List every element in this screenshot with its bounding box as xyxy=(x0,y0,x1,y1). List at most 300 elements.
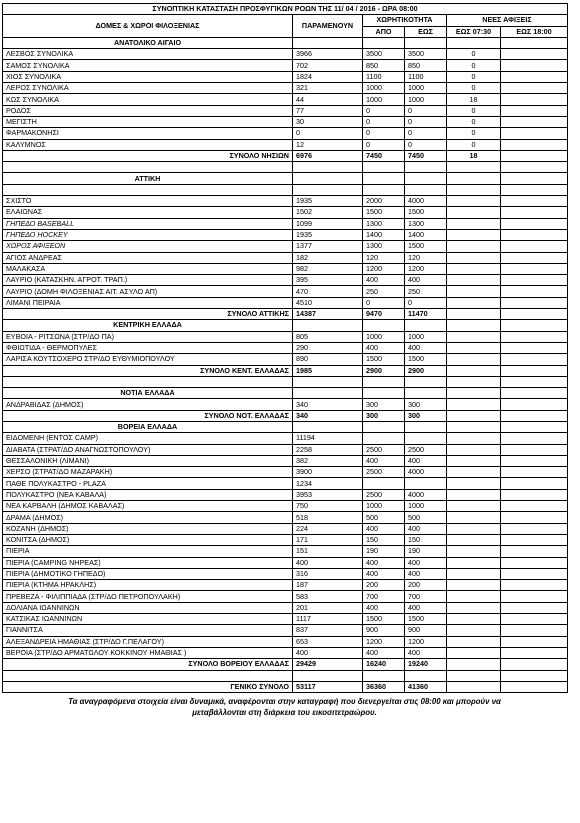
structure-name: ΚΑΛΥΜΝΟΣ xyxy=(3,139,293,150)
capacity-to-value: 1500 xyxy=(405,614,447,625)
residing-value: 53117 xyxy=(293,681,363,692)
residing-value: 12 xyxy=(293,139,363,150)
arrivals-1800-header: ΕΩΣ 18:00 xyxy=(501,26,568,37)
capacity-to-value: 500 xyxy=(405,512,447,523)
table-row xyxy=(3,433,568,444)
arrivals-1800-value xyxy=(501,241,568,252)
arrivals-1800-value xyxy=(501,444,568,455)
arrivals-1800-value xyxy=(501,286,568,297)
capacity-to-value: 400 xyxy=(405,647,447,658)
capacity-to-value: 19240 xyxy=(405,659,447,670)
arrivals-1800-value xyxy=(501,681,568,692)
arrivals-1800-value xyxy=(501,207,568,218)
empty-cell xyxy=(3,184,293,195)
summary-table xyxy=(2,3,568,693)
capacity-to-value: 11470 xyxy=(405,309,447,320)
empty-cell xyxy=(293,173,363,184)
empty-cell xyxy=(293,376,363,387)
structure-name: ΘΕΣΣΑΛΟΝΙΚΗ (ΛΙΜΑΝΙ) xyxy=(3,455,293,466)
residing-value: 201 xyxy=(293,602,363,613)
capacity-to-value: 250 xyxy=(405,286,447,297)
arrivals-1800-value xyxy=(501,128,568,139)
table-row xyxy=(3,625,568,636)
arrivals-0730-value xyxy=(447,512,501,523)
capacity-to-value: 400 xyxy=(405,568,447,579)
table-row xyxy=(3,636,568,647)
table-row xyxy=(3,229,568,240)
arrivals-0730-value xyxy=(447,433,501,444)
arrivals-0730-value xyxy=(447,681,501,692)
arrivals-1800-value xyxy=(501,342,568,353)
arrivals-0730-value xyxy=(447,286,501,297)
capacity-to-value: 1200 xyxy=(405,636,447,647)
arrivals-0730-value xyxy=(447,444,501,455)
residing-value: 400 xyxy=(293,647,363,658)
table-row xyxy=(3,568,568,579)
residing-value: 6976 xyxy=(293,150,363,161)
footnote-line-2: μεταβάλλονται στη διάρκεια του εικοσιτετραώρου. xyxy=(192,708,377,718)
empty-cell xyxy=(3,376,293,387)
residing-value: 30 xyxy=(293,116,363,127)
table-row xyxy=(3,647,568,658)
arrivals-1800-value xyxy=(501,60,568,71)
capacity-from-value: 300 xyxy=(363,399,405,410)
table-row xyxy=(3,286,568,297)
total-label: ΣΥΝΟΛΟ ΑΤΤΙΚΗΣ xyxy=(3,309,293,320)
residing-value: 1935 xyxy=(293,196,363,207)
capacity-from-header: ΑΠΟ xyxy=(363,26,405,37)
structure-name: ΛΕΣΒΟΣ ΣΥΝΟΛΙΚΑ xyxy=(3,49,293,60)
structure-name: ΣΑΜΟΣ ΣΥΝΟΛΙΚΑ xyxy=(3,60,293,71)
residing-value: 3966 xyxy=(293,49,363,60)
residing-value: 1117 xyxy=(293,614,363,625)
capacity-to-value: 400 xyxy=(405,602,447,613)
arrivals-1800-value xyxy=(501,489,568,500)
capacity-from-value: 900 xyxy=(363,625,405,636)
empty-cell xyxy=(293,670,363,681)
arrivals-0730-value: 0 xyxy=(447,83,501,94)
empty-cell xyxy=(363,670,405,681)
capacity-from-value: 2900 xyxy=(363,365,405,376)
capacity-from-value: 400 xyxy=(363,275,405,286)
capacity-from-value: 16240 xyxy=(363,659,405,670)
arrivals-0730-value xyxy=(447,354,501,365)
arrivals-1800-value xyxy=(501,501,568,512)
section-header-row xyxy=(3,421,568,432)
capacity-from-value: 850 xyxy=(363,60,405,71)
arrivals-1800-value xyxy=(501,523,568,534)
arrivals-0730-value: 0 xyxy=(447,60,501,71)
residing-value: 321 xyxy=(293,83,363,94)
table-row xyxy=(3,207,568,218)
arrivals-0730-value xyxy=(447,489,501,500)
structure-name: ΜΑΛΑΚΑΣΑ xyxy=(3,263,293,274)
capacity-from-value: 3500 xyxy=(363,49,405,60)
capacity-to-value: 0 xyxy=(405,297,447,308)
table-row xyxy=(3,49,568,60)
residing-value: 837 xyxy=(293,625,363,636)
capacity-to-value: 1300 xyxy=(405,218,447,229)
capacity-from-value: 1000 xyxy=(363,501,405,512)
structure-name: ΠΙΕΡΙΑ (ΔΗΜΟΤΙΚΟ ΓΗΠΕΔΟ) xyxy=(3,568,293,579)
empty-cell xyxy=(363,173,405,184)
structure-name: ΛΕΡΟΣ ΣΥΝΟΛΙΚΑ xyxy=(3,83,293,94)
empty-cell xyxy=(3,162,293,173)
empty-cell xyxy=(405,37,447,48)
capacity-from-value: 9470 xyxy=(363,309,405,320)
arrivals-0730-value xyxy=(447,614,501,625)
capacity-to-value: 1000 xyxy=(405,83,447,94)
arrivals-0730-value xyxy=(447,342,501,353)
capacity-from-value xyxy=(363,478,405,489)
residing-value: 3953 xyxy=(293,489,363,500)
capacity-from-value: 150 xyxy=(363,534,405,545)
table-row xyxy=(3,275,568,286)
structure-name: ΦΘΙΩΤΙΔΑ - ΘΕΡΜΟΠΥΛΕΣ xyxy=(3,342,293,353)
arrivals-1800-value xyxy=(501,455,568,466)
arrivals-0730-value: 0 xyxy=(447,105,501,116)
residing-header: ΠΑΡΑΜΕΝΟΥΝ xyxy=(293,15,363,38)
arrivals-1800-value xyxy=(501,636,568,647)
structure-name: ΠΙΕΡΙΑ xyxy=(3,546,293,557)
residing-value: 518 xyxy=(293,512,363,523)
capacity-from-value: 1000 xyxy=(363,94,405,105)
capacity-to-value: 0 xyxy=(405,116,447,127)
structure-name: ΕΛΑΙΩΝΑΣ xyxy=(3,207,293,218)
arrivals-0730-value xyxy=(447,467,501,478)
empty-cell xyxy=(363,184,405,195)
capacity-to-value: 4000 xyxy=(405,196,447,207)
arrivals-0730-value xyxy=(447,478,501,489)
section-header-row xyxy=(3,37,568,48)
capacity-to-value: 150 xyxy=(405,534,447,545)
capacity-from-value: 1000 xyxy=(363,83,405,94)
capacity-from-value: 1500 xyxy=(363,207,405,218)
empty-cell xyxy=(447,173,501,184)
empty-cell xyxy=(293,162,363,173)
total-row xyxy=(3,659,568,670)
title-row xyxy=(3,4,568,15)
empty-cell xyxy=(501,162,568,173)
empty-cell xyxy=(405,162,447,173)
empty-cell xyxy=(405,184,447,195)
residing-value: 1502 xyxy=(293,207,363,218)
empty-cell xyxy=(405,421,447,432)
empty-cell xyxy=(363,376,405,387)
total-row xyxy=(3,150,568,161)
table-row xyxy=(3,534,568,545)
capacity-to-value: 1200 xyxy=(405,263,447,274)
capacity-to-value: 4000 xyxy=(405,467,447,478)
capacity-to-value: 850 xyxy=(405,60,447,71)
capacity-to-value: 200 xyxy=(405,580,447,591)
structure-name: ΔΟΛΙΑΝΑ ΙΩΑΝΝΙΝΩΝ xyxy=(3,602,293,613)
structure-name: ΓΙΑΝΝΙΤΣΑ xyxy=(3,625,293,636)
table-row xyxy=(3,489,568,500)
residing-value: 44 xyxy=(293,94,363,105)
residing-value: 1234 xyxy=(293,478,363,489)
capacity-from-value: 400 xyxy=(363,342,405,353)
table-row xyxy=(3,354,568,365)
refugee-flows-report xyxy=(2,3,567,718)
total-row xyxy=(3,365,568,376)
empty-cell xyxy=(447,376,501,387)
residing-value: 340 xyxy=(293,410,363,421)
residing-value: 151 xyxy=(293,546,363,557)
arrivals-0730-value xyxy=(447,399,501,410)
arrivals-1800-value xyxy=(501,647,568,658)
arrivals-1800-value xyxy=(501,591,568,602)
table-row xyxy=(3,71,568,82)
arrivals-1800-value xyxy=(501,263,568,274)
arrivals-0730-value xyxy=(447,297,501,308)
residing-value: 750 xyxy=(293,501,363,512)
capacity-from-value: 1500 xyxy=(363,614,405,625)
residing-value: 470 xyxy=(293,286,363,297)
arrivals-0730-value: 18 xyxy=(447,94,501,105)
residing-value: 29429 xyxy=(293,659,363,670)
arrivals-0730-value xyxy=(447,568,501,579)
structure-name: ΚΑΤΣΙΚΑΣ ΙΩΑΝΝΙΝΩΝ xyxy=(3,614,293,625)
residing-value: 805 xyxy=(293,331,363,342)
arrivals-0730-value: 0 xyxy=(447,116,501,127)
arrivals-0730-value: 0 xyxy=(447,49,501,60)
capacity-to-value: 2500 xyxy=(405,444,447,455)
empty-cell xyxy=(405,320,447,331)
residing-value: 11194 xyxy=(293,433,363,444)
arrivals-1800-value xyxy=(501,252,568,263)
residing-value: 583 xyxy=(293,591,363,602)
capacity-from-value: 200 xyxy=(363,580,405,591)
empty-cell xyxy=(501,173,568,184)
arrivals-1800-value xyxy=(501,580,568,591)
total-label: ΣΥΝΟΛΟ ΚΕΝΤ. ΕΛΛΑΔΑΣ xyxy=(3,365,293,376)
capacity-to-value: 300 xyxy=(405,399,447,410)
arrivals-1800-value xyxy=(501,150,568,161)
capacity-from-value: 0 xyxy=(363,139,405,150)
arrivals-1800-value xyxy=(501,218,568,229)
empty-cell xyxy=(447,184,501,195)
residing-value: 224 xyxy=(293,523,363,534)
structure-name: ΛΑΥΡΙΟ (ΚΑΤΑΣΚΗΝ. ΑΓΡΟΤ. ΤΡΑΠ.) xyxy=(3,275,293,286)
arrivals-1800-value xyxy=(501,116,568,127)
table-row xyxy=(3,263,568,274)
table-row xyxy=(3,399,568,410)
residing-value: 400 xyxy=(293,557,363,568)
arrivals-0730-value xyxy=(447,591,501,602)
new-arrivals-header: ΝΕΕΣ ΑΦΙΞΕΙΣ xyxy=(447,15,568,26)
capacity-from-value: 400 xyxy=(363,647,405,658)
capacity-from-value: 400 xyxy=(363,523,405,534)
residing-value: 3900 xyxy=(293,467,363,478)
total-row xyxy=(3,681,568,692)
arrivals-1800-value xyxy=(501,568,568,579)
table-row xyxy=(3,252,568,263)
empty-cell xyxy=(363,320,405,331)
arrivals-1800-value xyxy=(501,94,568,105)
capacity-from-value: 2500 xyxy=(363,444,405,455)
capacity-from-value: 7450 xyxy=(363,150,405,161)
table-row xyxy=(3,523,568,534)
capacity-from-value: 700 xyxy=(363,591,405,602)
capacity-to-value: 3500 xyxy=(405,49,447,60)
capacity-to-value xyxy=(405,478,447,489)
arrivals-0730-value xyxy=(447,602,501,613)
arrivals-1800-value xyxy=(501,659,568,670)
arrivals-0730-value: 0 xyxy=(447,128,501,139)
table-row xyxy=(3,591,568,602)
section-header-row xyxy=(3,320,568,331)
capacity-from-value: 0 xyxy=(363,128,405,139)
capacity-from-value: 0 xyxy=(363,297,405,308)
arrivals-0730-value xyxy=(447,557,501,568)
arrivals-1800-value xyxy=(501,105,568,116)
total-label: ΣΥΝΟΛΟ ΒΟΡΕΙΟΥ ΕΛΛΑΔΑΣ xyxy=(3,659,293,670)
table-row xyxy=(3,218,568,229)
table-row xyxy=(3,83,568,94)
structure-name: ΑΓΙΟΣ ΑΝΔΡΕΑΣ xyxy=(3,252,293,263)
arrivals-1800-value xyxy=(501,614,568,625)
arrivals-0730-value xyxy=(447,196,501,207)
capacity-from-value: 400 xyxy=(363,557,405,568)
empty-cell xyxy=(363,37,405,48)
capacity-from-value: 36360 xyxy=(363,681,405,692)
blank-row xyxy=(3,376,568,387)
empty-cell xyxy=(293,184,363,195)
capacity-to-header: ΕΩΣ xyxy=(405,26,447,37)
structure-name: ΚΟΖΑΝΗ (ΔΗΜΟΣ) xyxy=(3,523,293,534)
arrivals-1800-value xyxy=(501,354,568,365)
empty-cell xyxy=(447,421,501,432)
structure-name: ΛΑΥΡΙΟ (ΔΟΜΗ ΦΙΛΟΞΕΝΙΑΣ ΑΙΤ. ΑΣΥΛΟ ΑΠ) xyxy=(3,286,293,297)
capacity-to-value: 4000 xyxy=(405,489,447,500)
structure-name: ΒΕΡΟΙΑ (ΣΤΡ/ΔΟ ΑΡΜΑΤΩΛΟΥ ΚΟΚΚΙΝΟΥ ΗΜΑΘΙΑΣ ) xyxy=(3,647,293,658)
table-row xyxy=(3,196,568,207)
residing-value: 1985 xyxy=(293,365,363,376)
empty-cell xyxy=(405,670,447,681)
residing-value: 290 xyxy=(293,342,363,353)
structure-name: ΕΥΒΟΙΑ - ΡΙΤΣΩΝΑ (ΣΤΡ/ΔΟ ΠΑ) xyxy=(3,331,293,342)
empty-cell xyxy=(293,37,363,48)
arrivals-0730-value xyxy=(447,309,501,320)
capacity-from-value: 1000 xyxy=(363,331,405,342)
empty-cell xyxy=(447,388,501,399)
arrivals-1800-value xyxy=(501,534,568,545)
structure-name: ΑΝΔΡΑΒΙΔΑΣ (ΔΗΜΟΣ) xyxy=(3,399,293,410)
table-row xyxy=(3,512,568,523)
capacity-from-value xyxy=(363,433,405,444)
residing-value: 653 xyxy=(293,636,363,647)
structure-name: ΠΙΕΡΙΑ (CAMPING ΝΗΡΕΑΣ) xyxy=(3,557,293,568)
capacity-from-value: 0 xyxy=(363,105,405,116)
structure-name: ΜΕΓΙΣΤΗ xyxy=(3,116,293,127)
arrivals-0730-value: 0 xyxy=(447,139,501,150)
capacity-from-value: 1200 xyxy=(363,263,405,274)
empty-cell xyxy=(447,37,501,48)
residing-value: 316 xyxy=(293,568,363,579)
residing-value: 187 xyxy=(293,580,363,591)
arrivals-0730-header: ΕΩΣ 07:30 xyxy=(447,26,501,37)
capacity-to-value: 700 xyxy=(405,591,447,602)
table-row xyxy=(3,455,568,466)
capacity-to-value: 1500 xyxy=(405,207,447,218)
arrivals-1800-value xyxy=(501,512,568,523)
arrivals-0730-value xyxy=(447,263,501,274)
residing-value: 2258 xyxy=(293,444,363,455)
table-row xyxy=(3,501,568,512)
residing-value: 1377 xyxy=(293,241,363,252)
total-label: ΣΥΝΟΛΟ ΝΟΤ. ΕΛΛΑΔΑΣ xyxy=(3,410,293,421)
arrivals-1800-value xyxy=(501,399,568,410)
total-row xyxy=(3,309,568,320)
capacity-to-value: 0 xyxy=(405,139,447,150)
structure-name: ΧΙΟΣ ΣΥΝΟΛΙΚΑ xyxy=(3,71,293,82)
capacity-from-value: 1100 xyxy=(363,71,405,82)
residing-value: 14387 xyxy=(293,309,363,320)
empty-cell xyxy=(363,421,405,432)
residing-value: 340 xyxy=(293,399,363,410)
capacity-to-value xyxy=(405,433,447,444)
empty-cell xyxy=(405,388,447,399)
table-row xyxy=(3,60,568,71)
capacity-to-value: 1000 xyxy=(405,94,447,105)
structure-name: ΚΟΝΙΤΣΑ (ΔΗΜΟΣ) xyxy=(3,534,293,545)
capacity-from-value: 1300 xyxy=(363,218,405,229)
capacity-from-value: 400 xyxy=(363,568,405,579)
arrivals-0730-value xyxy=(447,534,501,545)
empty-cell xyxy=(293,421,363,432)
structure-name: ΛΑΡΙΣΑ ΚΟΥΤΣΟΧΕΡΟ ΣΤΡ/ΔΟ ΕΥΘΥΜΙΟΠΟΥΛΟΥ xyxy=(3,354,293,365)
section-header-row xyxy=(3,173,568,184)
empty-cell xyxy=(405,173,447,184)
report-title: ΣΥΝΟΠΤΙΚΗ ΚΑΤΑΣΤΑΣΗ ΠΡΟΣΦΥΓΙΚΩΝ ΡΟΩΝ ΤΗΣ 11/ 04 / 2016 - ΩΡΑ 08:00 xyxy=(3,4,568,15)
table-row xyxy=(3,444,568,455)
capacity-to-value: 0 xyxy=(405,105,447,116)
empty-cell xyxy=(293,320,363,331)
arrivals-1800-value xyxy=(501,557,568,568)
capacity-from-value: 1500 xyxy=(363,354,405,365)
structure-name: ΧΕΡΣΟ (ΣΤΡΑΤ/ΔΟ ΜΑΖΑΡΑΚΗ) xyxy=(3,467,293,478)
empty-cell xyxy=(447,670,501,681)
total-label: ΓΕΝΙΚΟ ΣΥΝΟΛΟ xyxy=(3,681,293,692)
arrivals-0730-value xyxy=(447,580,501,591)
structure-name: ΠΙΕΡΙΑ (ΚΤΗΜΑ ΗΡΑΚΛΗΣ) xyxy=(3,580,293,591)
arrivals-0730-value xyxy=(447,331,501,342)
arrivals-0730-value xyxy=(447,659,501,670)
table-row xyxy=(3,602,568,613)
structure-name: ΔΙΑΒΑΤΑ (ΣΤΡΑΤ/ΔΟ ΑΝΑΓΝΩΣΤΟΠΟΥΛΟΥ) xyxy=(3,444,293,455)
structure-name: ΠΟΛΥΚΑΣΤΡΟ (ΝΕΑ ΚΑΒΑΛΑ) xyxy=(3,489,293,500)
residing-value: 982 xyxy=(293,263,363,274)
capacity-from-value: 400 xyxy=(363,455,405,466)
table-row xyxy=(3,580,568,591)
capacity-to-value: 7450 xyxy=(405,150,447,161)
structure-name: ΠΡΕΒΕΖΑ - ΦΙΛΙΠΠΙΑΔΑ (ΣΤΡ/ΔΟ ΠΕΤΡΟΠΟΥΛΑΚΗ) xyxy=(3,591,293,602)
empty-cell xyxy=(3,670,293,681)
residing-value: 4510 xyxy=(293,297,363,308)
section-title: ΚΕΝΤΡΙΚΗ ΕΛΛΑΔΑ xyxy=(3,320,293,331)
capacity-to-value: 400 xyxy=(405,557,447,568)
section-title: ΑΝΑΤΟΛΙΚΟ ΑΙΓΑΙΟ xyxy=(3,37,293,48)
table-row xyxy=(3,139,568,150)
capacity-from-value: 2500 xyxy=(363,489,405,500)
empty-cell xyxy=(363,162,405,173)
residing-value: 382 xyxy=(293,455,363,466)
arrivals-0730-value xyxy=(447,410,501,421)
table-row xyxy=(3,105,568,116)
capacity-from-value: 400 xyxy=(363,602,405,613)
empty-cell xyxy=(501,421,568,432)
